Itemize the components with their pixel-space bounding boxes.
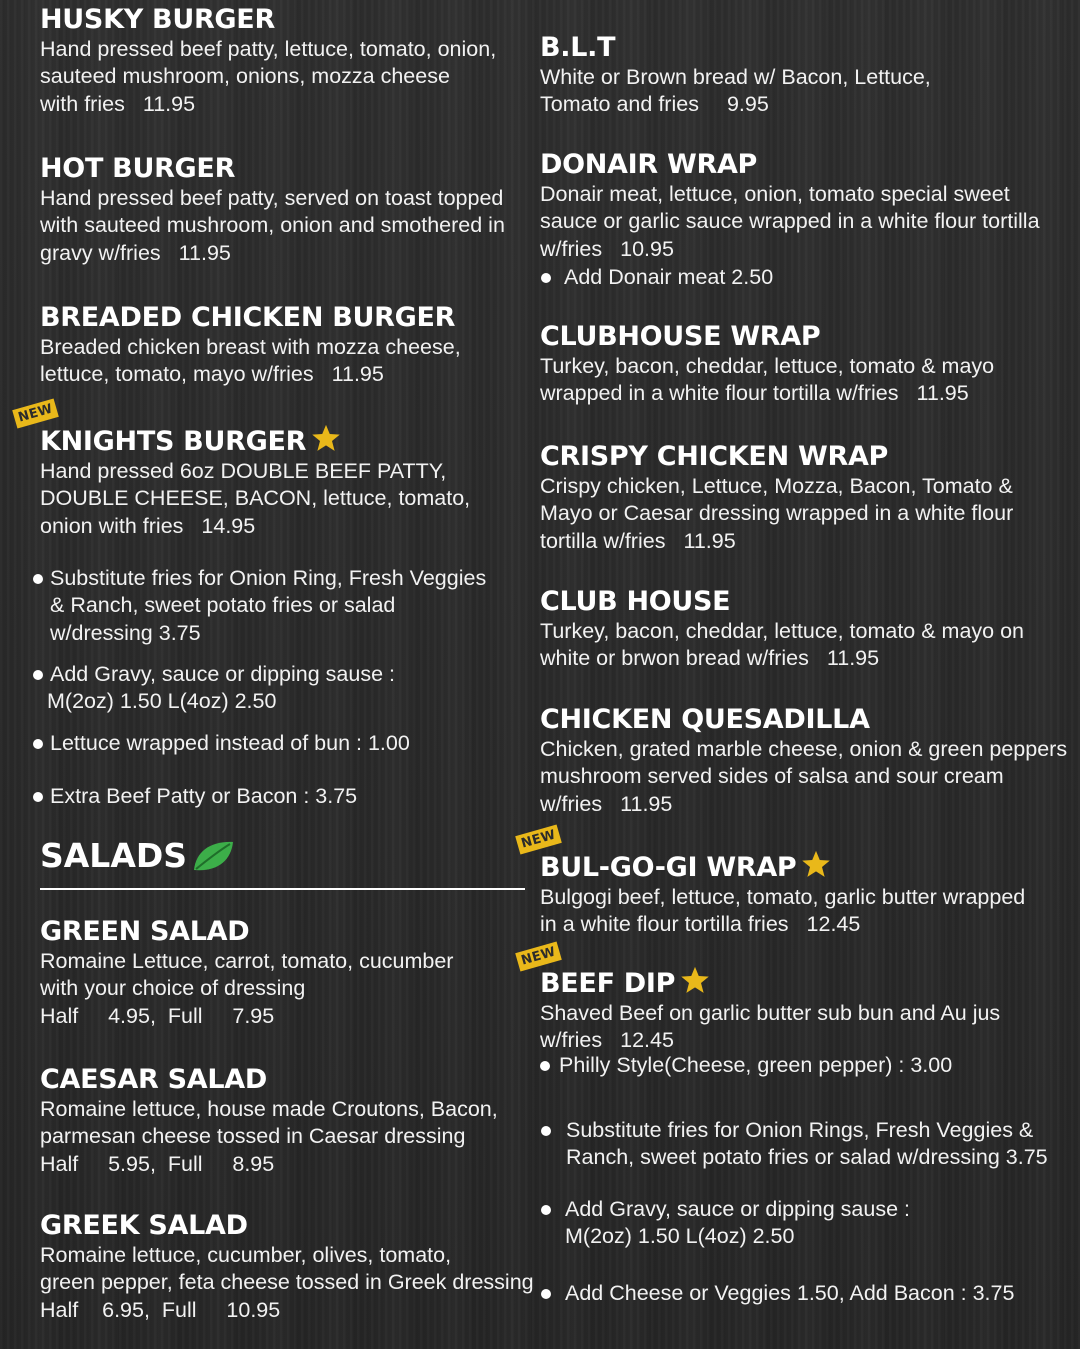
option-add-gravy-right: Add Gravy, sauce or dipping sause : M(2oz) 1.50 L(4oz) 2.50 [541, 1196, 1061, 1252]
bullet-dot [33, 574, 43, 584]
item-description: Shaved Beef on garlic butter sub bun and Au jus w/fries 12.45 [540, 1001, 1001, 1053]
menu-item-caesar-salad [40, 1064, 498, 1178]
menu-item-hot-burger [40, 153, 505, 267]
item-description: Crispy chicken, Lettuce, Mozza, Bacon, Tomato & Mayo or Caesar dressing wrapped in a white flour tortilla w/fries 11.95 [540, 474, 1014, 553]
menu-item-husky-burger [40, 4, 496, 118]
bullet-dot [541, 1289, 551, 1299]
item-title: HOT BURGER [40, 153, 236, 184]
item-description: Breaded chicken breast with mozza cheese, lettuce, tomato, mayo w/fries 11.95 [40, 335, 461, 387]
item-description: Hand pressed beef patty, lettuce, tomato, onion, sauteed mushroom, onions, mozza cheese with fries 11.95 [40, 37, 497, 116]
menu-item-breaded-chicken-burger [40, 302, 461, 389]
item-price: 11.95 [331, 362, 384, 387]
item-title: DONAIR WRAP [540, 149, 758, 180]
bullet-dot [33, 670, 43, 680]
bullet-dot [33, 739, 43, 749]
item-title: CAESAR SALAD [40, 1064, 267, 1095]
item-title: CLUBHOUSE WRAP [540, 321, 821, 352]
item-price: 11.95 [683, 528, 736, 553]
item-price: 11.95 [142, 91, 196, 116]
item-price: Half 6.95, Full 10.95 [40, 1297, 281, 1322]
menu-item-bulgogi-wrap [540, 849, 1025, 939]
menu-item-clubhouse-wrap [540, 321, 994, 408]
item-title: CLUB HOUSE [540, 586, 731, 617]
item-title: BEEF DIP [540, 965, 1000, 1000]
item-price: 12.45 [806, 912, 861, 937]
item-description: Chicken, grated marble cheese, onion & green peppers mushroom served sides of salsa and sour cream w/fries 11.95 [540, 737, 1068, 816]
item-description: Hand pressed beef patty, served on toast topped with sauteed mushroom, onion and smothered in gravy w/fries 11.95 [40, 186, 505, 265]
leaf-icon [191, 839, 235, 873]
item-title: CRISPY CHICKEN WRAP [540, 441, 889, 472]
item-description: Romaine Lettuce, carrot, tomato, cucumber with your choice of dressing Half 4.95, Full 7.95 [40, 948, 453, 1030]
bullet-dot [541, 1126, 551, 1136]
item-description: Bulgogi beef, lettuce, tomato, garlic butter wrapped in a white flour tortilla fries 12.45 [540, 885, 1026, 937]
option-add-gravy: Add Gravy, sauce or dipping sause : M(2oz) 1.50 L(4oz) 2.50 [33, 661, 513, 717]
menu-item-chicken-quesadilla [540, 704, 1067, 818]
bullet-dot [541, 1205, 551, 1215]
star-icon [801, 849, 831, 879]
item-description: Turkey, bacon, cheddar, lettuce, tomato & mayo on white or brwon bread w/fries 11.95 [540, 619, 1025, 671]
star-icon [680, 965, 710, 995]
item-price: 11.95 [178, 240, 231, 265]
menu-item-greek-salad [40, 1210, 534, 1324]
menu-item-crispy-chicken-wrap [540, 441, 1013, 555]
item-price: 9.95 [726, 92, 769, 117]
option-add-donair-meat: Add Donair meat 2.50 [541, 264, 1041, 292]
new-badge: NEW [12, 398, 59, 428]
option-substitute-fries: Substitute fries for Onion Ring, Fresh Veggies & Ranch, sweet potato fries or salad w/dressing 3.75 [33, 565, 513, 649]
item-description: Romaine lettuce, cucumber, olives, tomato, green pepper, feta cheese tossed in Greek dressing Half 6.95, Full 10.95 [40, 1242, 534, 1324]
option-philly-style: Philly Style(Cheese, green pepper) : 3.00 [540, 1052, 1060, 1080]
item-price: 11.95 [620, 791, 673, 816]
item-description: White or Brown bread w/ Bacon, Lettuce, Tomato and fries 9.95 [540, 65, 931, 117]
new-badge: NEW [515, 824, 562, 854]
menu-item-knights-burger [40, 423, 470, 540]
item-description: Romaine lettuce, house made Croutons, Bacon, parmesan cheese tossed in Caesar dressing Half 5.95, Full 8.95 [40, 1096, 498, 1178]
item-description: Donair meat, lettuce, onion, tomato special sweet sauce or garlic sauce wrapped in a white flour tortilla w/fries 10.95 [540, 182, 1040, 261]
item-title: GREEK SALAD [40, 1210, 248, 1241]
item-price: Half 5.95, Full 8.95 [40, 1151, 275, 1176]
item-title: HUSKY BURGER [40, 4, 275, 35]
item-description: Turkey, bacon, cheddar, lettuce, tomato & mayo wrapped in a white flour tortilla w/fries 11.95 [540, 354, 995, 406]
option-add-cheese-bacon: Add Cheese or Veggies 1.50, Add Bacon : 3.75 [541, 1280, 1061, 1308]
item-price: 11.95 [826, 646, 880, 671]
bullet-dot [541, 273, 551, 283]
section-title-salads: SALADS [40, 837, 235, 875]
item-title: B.L.T [540, 32, 616, 63]
new-badge: NEW [515, 941, 562, 971]
item-price: Half 4.95, Full 7.95 [40, 1003, 275, 1028]
item-price: 12.45 [620, 1028, 674, 1053]
option-lettuce-wrapped: Lettuce wrapped instead of bun : 1.00 [33, 730, 513, 758]
option-extra-patty: Extra Beef Patty or Bacon : 3.75 [33, 783, 513, 811]
item-price: 14.95 [201, 513, 256, 538]
bullet-dot [540, 1061, 550, 1071]
item-price: 10.95 [620, 236, 674, 261]
option-substitute-fries-right: Substitute fries for Onion Rings, Fresh Veggies & Ranch, sweet potato fries or salad w/dressing 3.75 [541, 1117, 1061, 1173]
item-price: 11.95 [916, 381, 969, 406]
section-divider [40, 888, 525, 890]
item-title: KNIGHTS BURGER [40, 423, 470, 458]
menu-item-donair-wrap [540, 149, 1040, 263]
item-title: BREADED CHICKEN BURGER [40, 302, 456, 333]
item-title: CHICKEN QUESADILLA [540, 704, 870, 735]
item-description: Hand pressed 6oz DOUBLE BEEF PATTY, DOUBLE CHEESE, BACON, lettuce, tomato, onion with fries 14.95 [40, 459, 471, 538]
menu-item-club-house [540, 586, 1024, 673]
menu-item-green-salad [40, 916, 453, 1030]
bullet-dot [33, 792, 43, 802]
item-title: GREEN SALAD [40, 916, 250, 947]
item-title: BUL-GO-GI WRAP [540, 849, 1025, 884]
star-icon [311, 423, 341, 453]
menu-item-blt [540, 32, 931, 119]
menu-item-beef-dip [540, 965, 1000, 1055]
